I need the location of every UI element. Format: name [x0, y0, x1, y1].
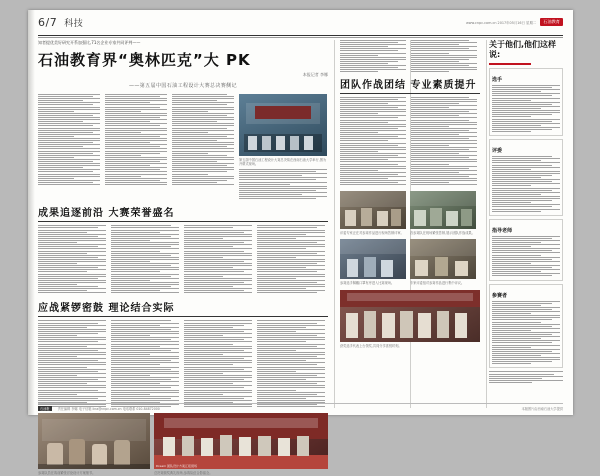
headline-part-3: 大 PK [203, 51, 251, 69]
quote-body-4 [492, 301, 560, 365]
quote-item-2 [489, 139, 563, 216]
photo-caption: 获奖选手代表上台领奖,共同分享喜悦时刻。 [340, 343, 402, 348]
footer-credits: 责任编辑 李娜 电子信箱 lina@cnpc.com.cn 电话联系 010-84872000 [57, 407, 160, 411]
quote-role-4: 参赛者 [492, 292, 508, 299]
page-fold-shadow [28, 10, 35, 415]
footer-badge: 石油报 [40, 407, 50, 411]
photo-team-discussion [38, 413, 150, 469]
quote-item-4 [489, 284, 563, 369]
section-title-3: 团队作战团结 专业素质提升 [340, 79, 477, 91]
photo-block-mid-3 [340, 239, 406, 285]
quote-role-2: 评委 [492, 148, 503, 155]
header-rule [38, 35, 563, 36]
section-3-block [340, 40, 480, 348]
photo-caption: 专家评委组对参赛作品进行集中评议。 [410, 281, 465, 286]
column-divider-1 [334, 40, 335, 408]
quote-body-2 [492, 156, 560, 211]
quote-role-3: 指导老师 [492, 227, 513, 234]
photo-block-mid-5 [340, 290, 480, 348]
sec1-col-1 [38, 225, 106, 294]
photo-group-work [410, 191, 476, 229]
headline-part-1: 石油教育界 [38, 51, 119, 69]
headline-part-2: “奥林匹克” [118, 51, 204, 69]
photo-stage-red-carpet [154, 413, 328, 469]
subheadline: ——第五届中国石油工程设计大赛总决赛侧记 [128, 83, 237, 89]
page-number-value: 6/7 [38, 16, 58, 29]
sidebar-tail-text [489, 371, 563, 382]
photo-caption: 总决赛颁奖典礼现场,参赛队伍合影留念。 [154, 471, 213, 476]
header-rule-thin [38, 37, 563, 38]
header-tag: 石油教育 [540, 18, 563, 26]
sec2-col-4 [257, 320, 325, 408]
section-rule-3 [340, 93, 480, 94]
photo-classroom-judging [340, 191, 406, 229]
section-rule-1 [38, 221, 328, 222]
photo-panel-room [410, 239, 476, 279]
photo-caption: 评委专家正在对参赛作品进行现场答辩评审。 [340, 230, 404, 235]
sec3-col-2 [411, 97, 477, 187]
lead-body-col-2 [105, 94, 167, 200]
header-url: www.cnpc.com.cn 2017年05月16日 星期二 [465, 20, 537, 25]
page-header [38, 16, 563, 38]
sec2-col-1 [38, 320, 106, 408]
quote-item-1 [489, 68, 563, 136]
lead-body-col-3 [172, 94, 234, 200]
lead-body-col-1 [38, 94, 100, 200]
section-title-2: 应战紧锣密鼓 理论结合实际 [38, 303, 175, 315]
sec3-pre-col-2 [411, 40, 477, 74]
photo-caption: 各参赛队在现场紧张答辩,展示团队作战成果。 [410, 230, 475, 235]
photo-caption: 参赛队员在赛前紧张讨论设计方案细节。 [38, 471, 96, 476]
section-rule-2 [38, 316, 328, 317]
accent-bar [489, 63, 531, 65]
sec3-col-1 [340, 97, 406, 187]
quote-item-3 [489, 219, 563, 281]
lead-kicker: 知者提优美好研究开系加强比,71名企业专家共同评判—— [38, 40, 141, 45]
footer-photo-credit: 本版图片由西南石油大学提供 [521, 407, 563, 411]
photo-caption: 第五届中国石油工程设计大赛总决赛在西南石油大学举行,图为开幕式现场。 [239, 158, 327, 167]
photo-caption: 参赛选手佩戴口罩有序进入比赛现场。 [340, 281, 395, 286]
sec1-col-3 [184, 225, 252, 294]
sidebar-title: 关于他们,他们这样说: [489, 40, 557, 59]
sec2-col-3 [184, 320, 252, 408]
newspaper-sheet [28, 10, 573, 476]
lead-photo-block [239, 94, 327, 200]
sidebar-quotes [489, 40, 563, 384]
column-divider-3 [486, 40, 487, 408]
photo-block-mid-1 [340, 191, 406, 235]
quote-role-1: 选手 [492, 77, 503, 83]
page-footer [38, 403, 563, 411]
photo-block-left-bottom [38, 413, 150, 475]
photo-block-mid-4 [410, 239, 476, 285]
byline: 本报记者 李娜 [302, 72, 328, 77]
sec1-col-2 [111, 225, 179, 294]
sec1-col-4 [257, 225, 325, 294]
page-section-label: 科技 [64, 19, 84, 29]
quote-body-3 [492, 236, 560, 277]
sec2-col-2 [111, 320, 179, 408]
photo-block-mid-2 [410, 191, 476, 235]
photo-award-line [340, 290, 480, 342]
photo-block-right-bottom [154, 413, 328, 475]
lead-body-col-4 [239, 169, 327, 199]
sec3-pre-col-1 [340, 40, 406, 74]
header-meta [466, 18, 563, 26]
page-number [38, 16, 83, 29]
page-title [38, 49, 328, 70]
photo-overlay-caption: Dream 团队设计方案汇报现场 [156, 464, 198, 469]
quote-body-1 [492, 85, 560, 132]
section-title-1: 成果追逐前沿 大赛荣誉盛名 [38, 208, 175, 220]
photo-award-ceremony [239, 94, 327, 156]
photo-masked-students [340, 239, 406, 279]
